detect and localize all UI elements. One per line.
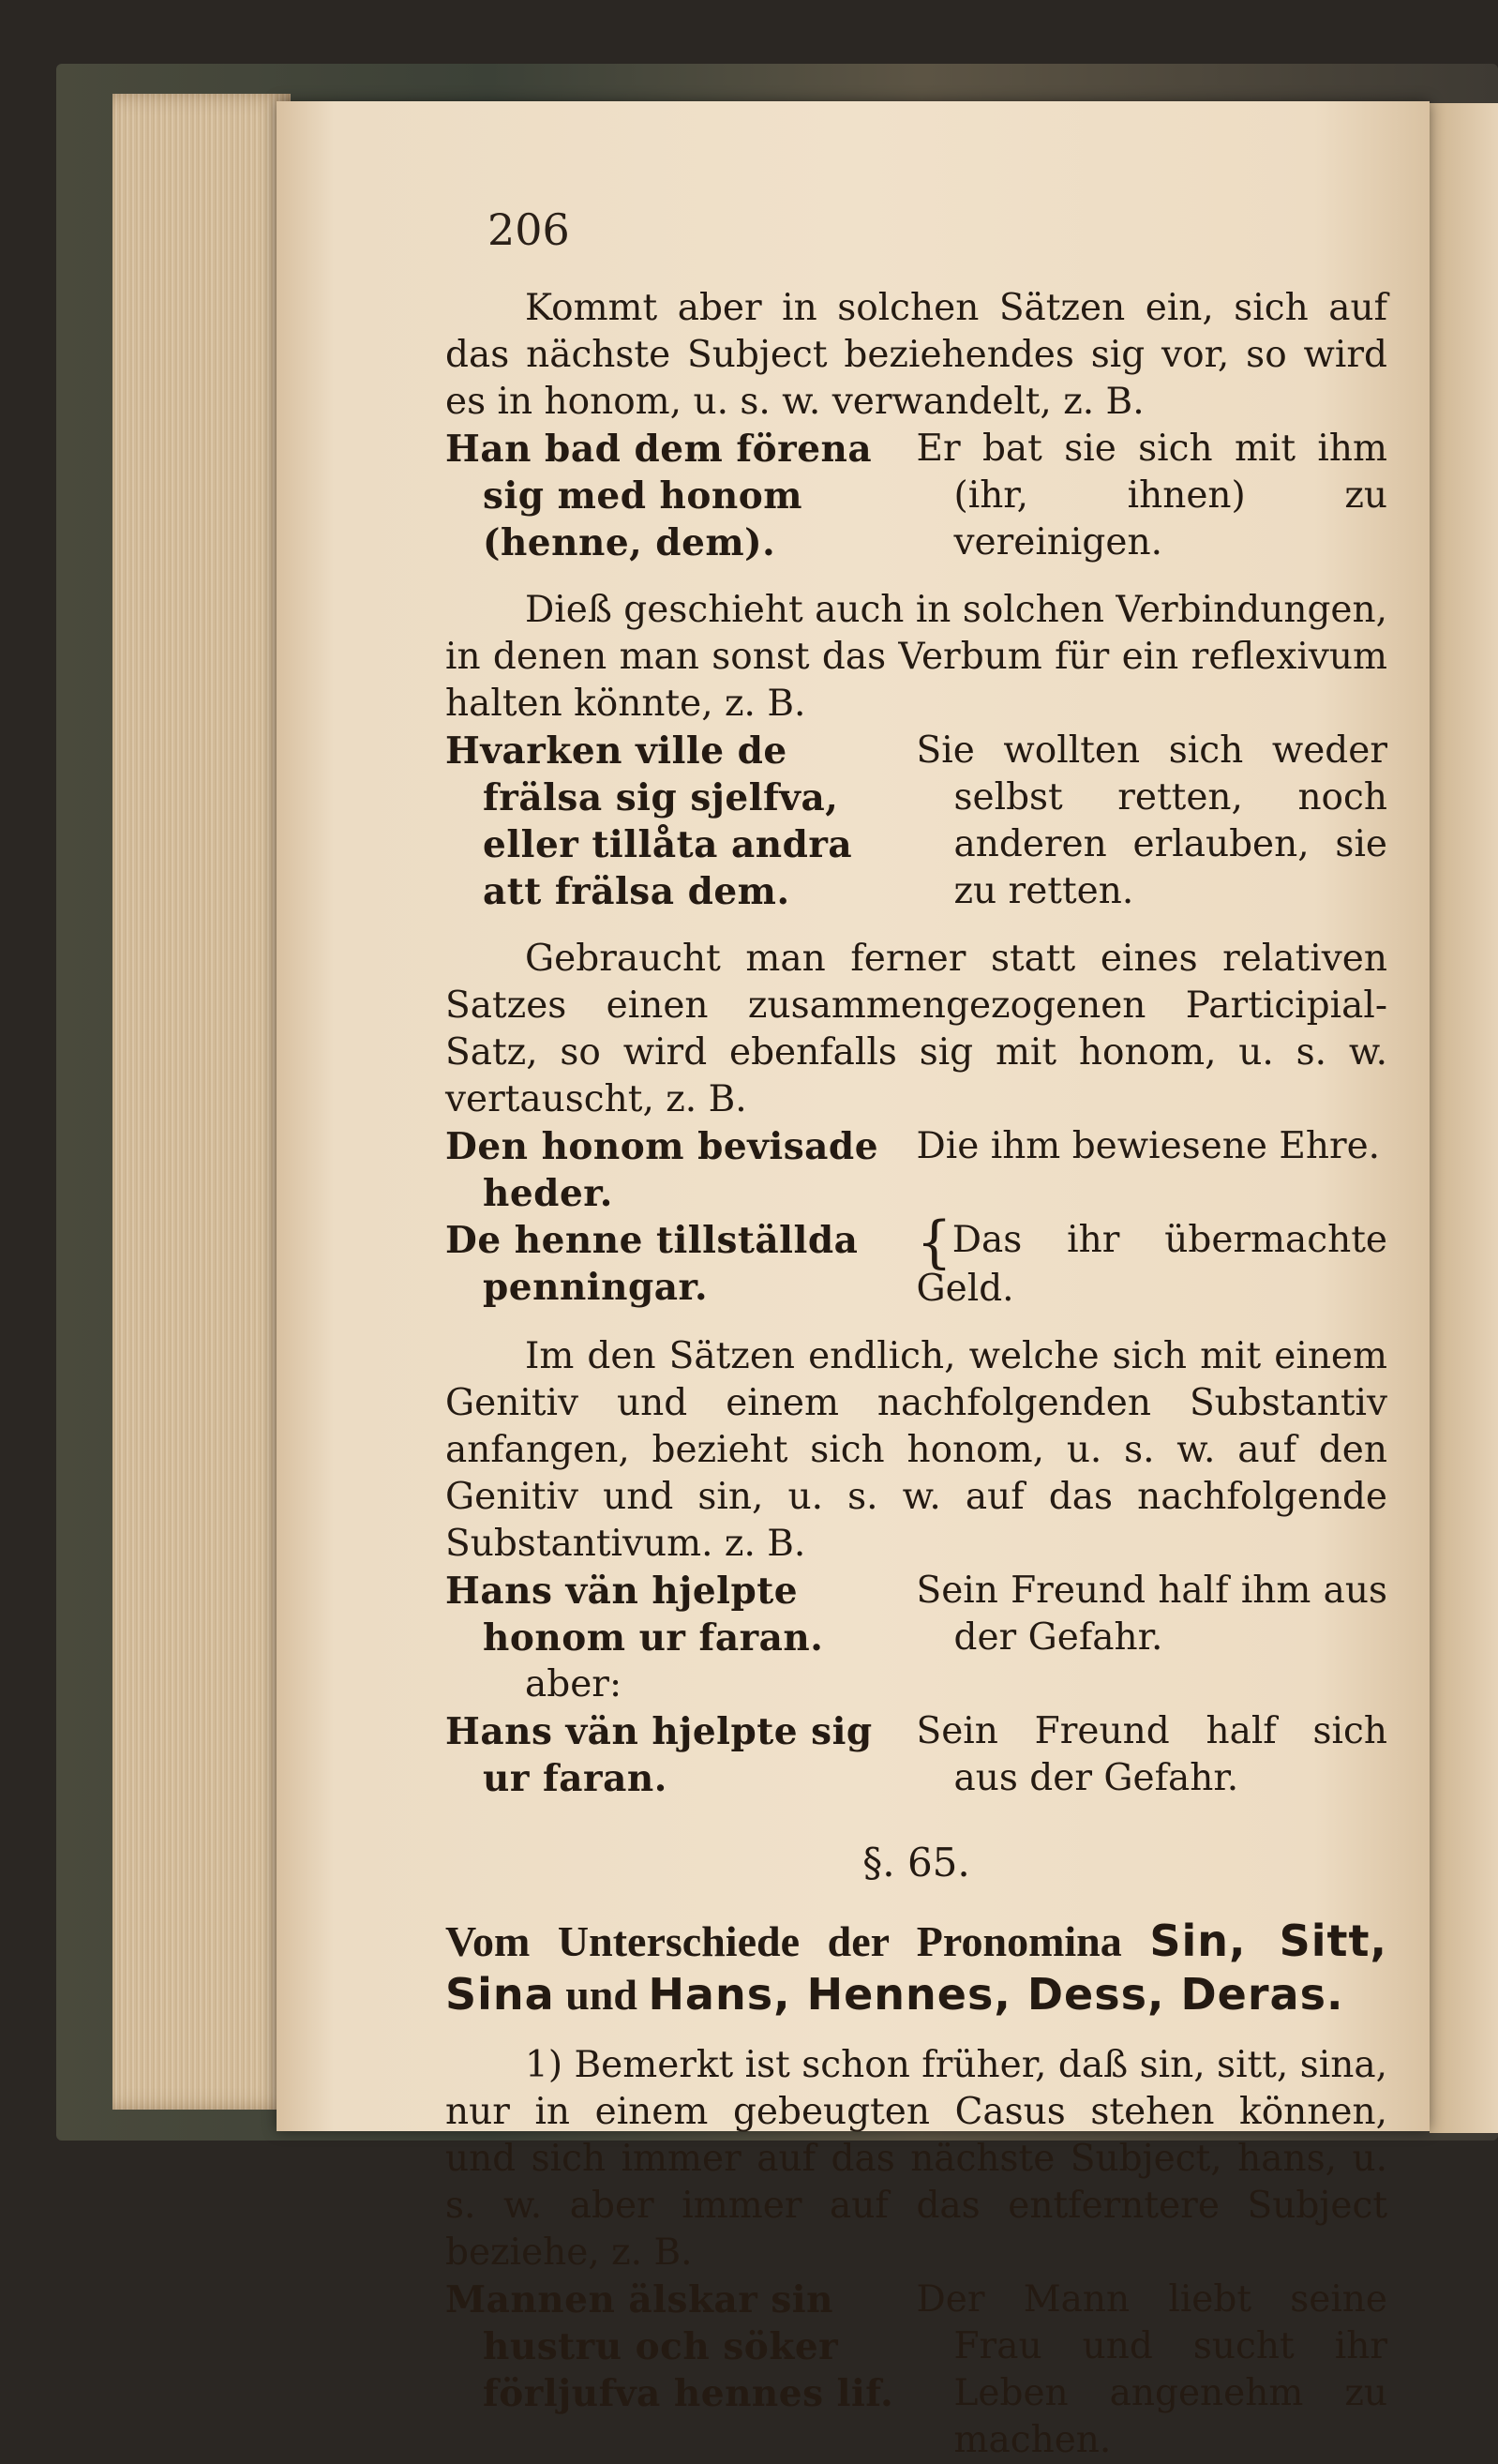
german-translation: Sie wollten sich weder selbst retten, noch anderen erlauben, sie zu retten.: [916, 729, 1387, 912]
swedish-example: Hans vän hjelpte honom ur faran.: [445, 1570, 824, 1660]
paragraph: Kommt aber in solchen Sätzen ein, sich auf das nächste Subject beziehendes sig vor, so wird es in honom, u. s. w. verwandelt, z. B.: [445, 287, 1387, 423]
swedish-example: De henne tillställda penningar.: [445, 1219, 859, 1309]
example-pair: [445, 426, 1387, 566]
page-content: [445, 197, 1387, 2464]
example-pair: [445, 728, 1387, 915]
german-translation: Sein Freund half ihm aus der Gefahr.: [916, 1570, 1387, 1659]
swedish-example: Den honom bevisade heder.: [445, 1125, 879, 1215]
paragraph: Im den Sätzen endlich, welche sich mit einem Genitiv und einem nachfolgenden Substantiv anfangen, bezieht sich honom, u. s. w. auf den Genitiv und sin, u. s. w. auf das nachfolgende Substantivum. z. B.: [445, 1335, 1387, 1565]
example-pair: [445, 1123, 1387, 1313]
swedish-example: Han bad dem förena sig med honom (henne, dem).: [445, 428, 873, 564]
german-translation: Sein Freund half sich aus der Gefahr.: [916, 1710, 1387, 1799]
heading-terms: Hans, Hennes, Dess, Deras.: [648, 1969, 1344, 2020]
aber-label: aber:: [525, 1663, 622, 1705]
brace-icon: {: [916, 1209, 952, 1275]
paragraph: Gebraucht man ferner statt eines relativen Satzes einen zusammengezogenen Participial-Satz, so wird ebenfalls sig mit honom, u. s. w. vertauscht, z. B.: [445, 938, 1387, 1120]
example-pair: [445, 2276, 1387, 2464]
section-heading: [445, 1915, 1387, 2021]
swedish-example: Mannen älskar sin hustru och söker förljufva hennes lif.: [445, 2278, 894, 2415]
heading-terms: Sin, Sitt, Sina: [445, 1916, 1387, 2020]
paragraph: 1) Bemerkt ist schon früher, daß sin, sitt, sina, nur in einem gebeugten Casus stehen können, und sich immer auf das nächste Subject, hans, u. s. w. aber immer auf das entferntere Subject beziehe, z. B.: [445, 2044, 1387, 2274]
german-translation: Die ihm bewiesene Ehre.: [916, 1125, 1381, 1167]
paragraph: Dieß geschieht auch in solchen Verbindungen, in denen man sonst das Verbum für ein reflexivum halten könnte, z. B.: [445, 589, 1387, 725]
swedish-example: Hvarken ville de frälsa sig sjelfva, eller tillåta andra att frälsa dem.: [445, 729, 853, 913]
german-translation: Der Mann liebt seine Frau und sucht ihr Leben angenehm zu machen.: [916, 2278, 1387, 2461]
swedish-example: Hans vän hjelpte sig ur faran.: [445, 1710, 873, 1800]
heading-text: und: [554, 1971, 649, 2019]
next-page-edge: [1430, 103, 1498, 2133]
heading-text: Vom Unterschiede der Pronomina: [445, 1917, 1150, 1965]
page-number: 206: [487, 204, 570, 255]
page-edges: [112, 94, 291, 2110]
section-number: §. 65.: [862, 1840, 970, 1886]
example-pair: [445, 1568, 1387, 1802]
german-translation: Das ihr übermachte Geld.: [916, 1219, 1387, 1310]
german-translation: Er bat sie sich mit ihm (ihr, ihnen) zu vereinigen.: [916, 428, 1387, 563]
